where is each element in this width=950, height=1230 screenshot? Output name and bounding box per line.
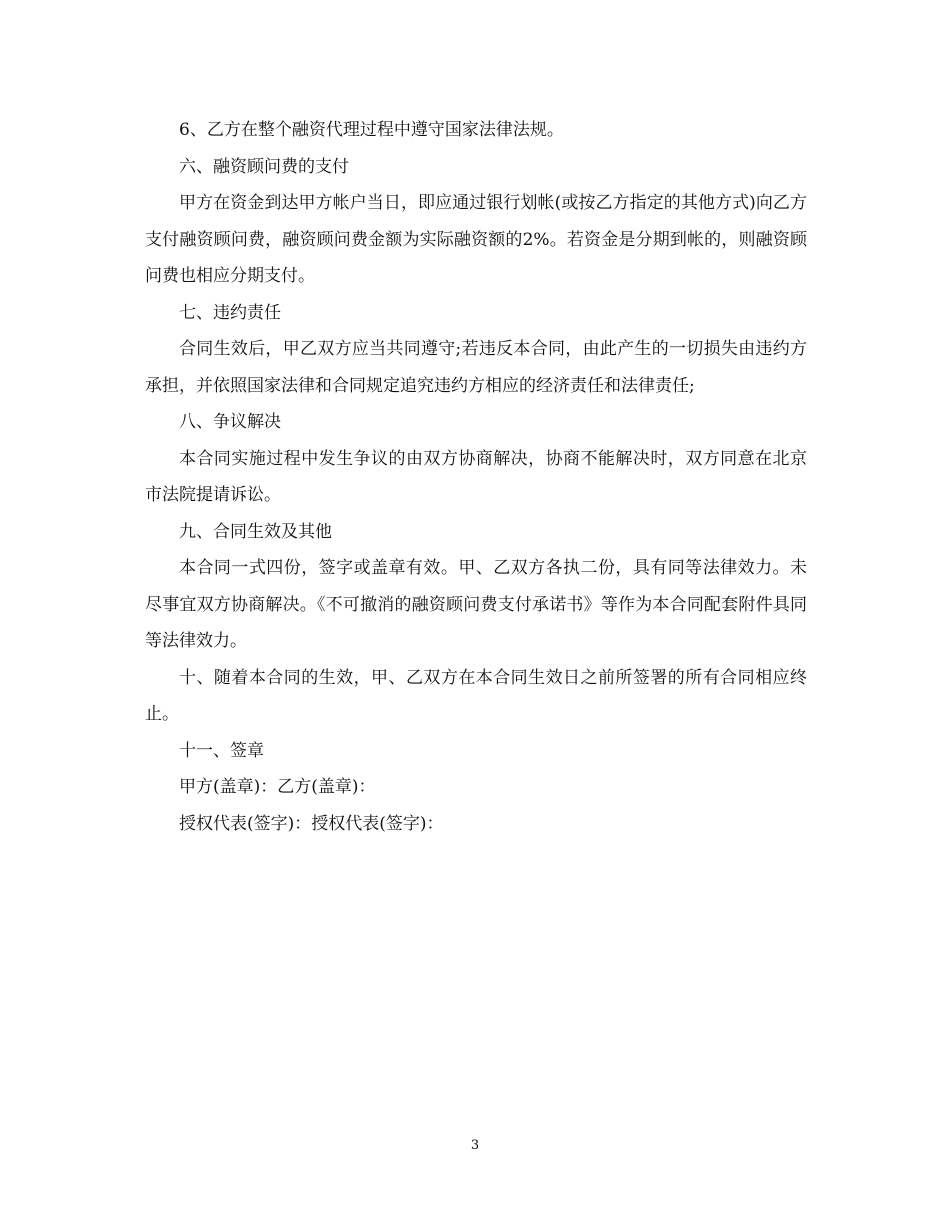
signature-line: 授权代表(签字)：授权代表(签字)： [179, 813, 444, 834]
fee-payment-paragraph: 甲方在资金到达甲方帐户当日，即应通过银行划帐(或按乙方指定的其他方式)向乙方支付融资顾问费，融资顾问费金额为实际融资额的2%。若资金是分期到帐的，则融资顾问费也相应分期支付。 [145, 193, 807, 286]
page-number: 3 [470, 1138, 480, 1153]
clause-6-compliance: 6、乙方在整个融资代理过程中遵守国家法律法规。 [179, 120, 564, 140]
section-heading-effect: 九、合同生效及其他 [179, 521, 332, 542]
termination-paragraph: 十、随着本合同的生效，甲、乙双方在本合同生效日之前所签署的所有合同相应终止。 [145, 667, 807, 724]
document-body [145, 112, 807, 842]
section-heading-signature: 十一、签章 [179, 740, 264, 761]
section-heading-fee-payment: 六、融资顾问费的支付 [179, 156, 349, 177]
liability-paragraph: 合同生效后，甲乙双方应当共同遵守;若违反本合同，由此产生的一切损失由违约方承担，并依照国家法律和合同规定追究违约方相应的经济责任和法律责任; [145, 339, 807, 396]
section-heading-liability: 七、违约责任 [179, 302, 281, 323]
section-heading-dispute: 八、争议解决 [179, 412, 281, 432]
dispute-paragraph: 本合同实施过程中发生争议的由双方协商解决，协商不能解决时，双方同意在北京市法院提请诉讼。 [145, 448, 807, 505]
seal-line: 甲方(盖章)：乙方(盖章)： [179, 777, 376, 797]
effect-paragraph: 本合同一式四份，签字或盖章有效。甲、乙双方各执二份，具有同等法律效力。未尽事宜双方协商解决。《不可撤消的融资顾问费支付承诺书》等作为本合同配套附件具同等法律效力。 [145, 558, 807, 651]
